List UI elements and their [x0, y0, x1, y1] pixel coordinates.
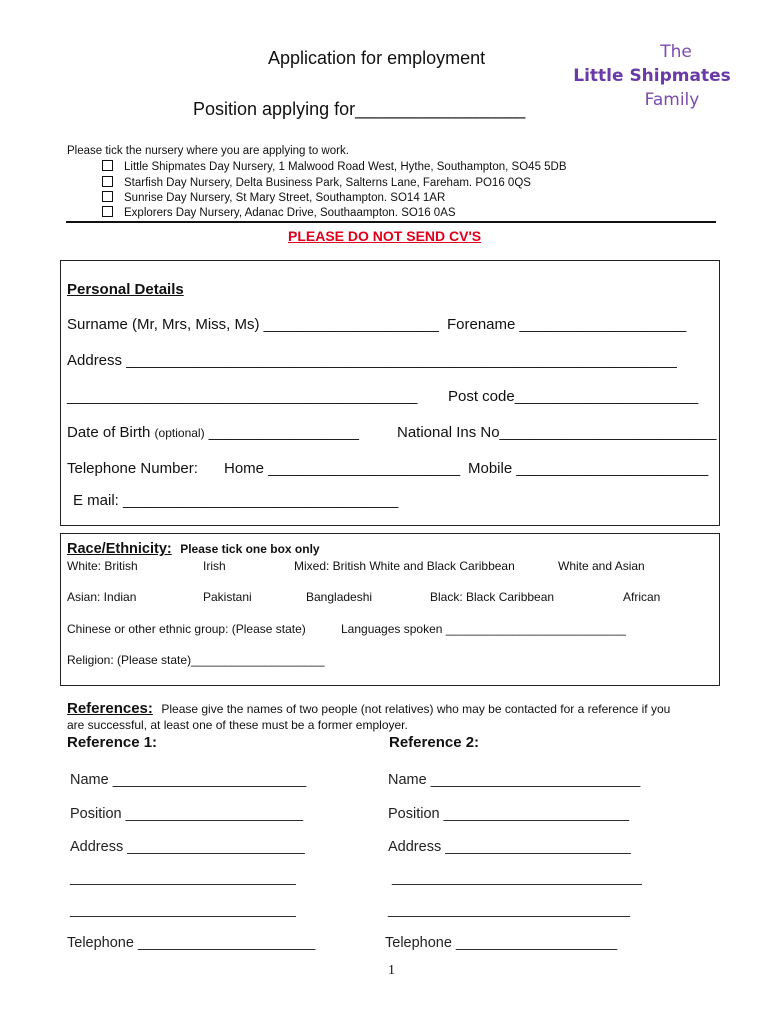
address-line-2[interactable]: __________________________________________ [67, 388, 418, 405]
ref1-name-field[interactable]: Name ________________________ [70, 772, 307, 788]
reference-1-title: Reference 1: [67, 734, 158, 751]
no-cv-notice: PLEASE DO NOT SEND CV'S [288, 228, 482, 244]
nursery-instruction: Please tick the nursery where you are applying to work. [67, 145, 349, 157]
ref1-address-line[interactable]: ____________________________ [70, 902, 296, 918]
reference-2-title: Reference 2: [389, 734, 480, 751]
race-option[interactable]: Bangladeshi [306, 590, 373, 604]
languages-field[interactable]: Languages spoken ___________________________ [341, 622, 626, 636]
references-intro: Please give the names of two people (not relatives) who may be contacted for a reference if you [161, 702, 671, 716]
nursery-option-3[interactable]: Sunrise Day Nursery, St Mary Street, Southampton. SO14 1AR [102, 191, 445, 204]
race-option[interactable]: Black: Black Caribbean [430, 590, 555, 604]
references-heading: References: [67, 700, 153, 717]
telephone-label: Telephone Number: [67, 460, 198, 477]
ref2-address-field[interactable]: Address _______________________ [388, 839, 631, 855]
checkbox[interactable] [102, 206, 113, 217]
postcode-field[interactable]: Post code______________________ [448, 388, 699, 405]
religion-field[interactable]: Religion: (Please state)____________________ [67, 653, 325, 667]
email-field[interactable]: E mail: _________________________________ [73, 492, 399, 509]
nursery-option-2[interactable]: Starfish Day Nursery, Delta Business Park, Salterns Lane, Fareham. PO16 0QS [102, 176, 531, 189]
ref2-name-field[interactable]: Name __________________________ [388, 772, 641, 788]
race-heading-row [67, 540, 320, 558]
forename-field[interactable]: Forename ____________________ [447, 316, 687, 333]
race-option[interactable]: White and Asian [558, 559, 645, 573]
ref2-position-field[interactable]: Position _______________________ [388, 806, 630, 822]
checkbox[interactable] [102, 160, 113, 171]
race-option[interactable]: Irish [203, 559, 226, 573]
race-instruction: Please tick one box only [180, 542, 320, 556]
ref1-position-field[interactable]: Position ______________________ [70, 806, 304, 822]
race-option[interactable]: Pakistani [203, 590, 252, 604]
mobile-field[interactable]: Mobile _______________________ [468, 460, 709, 477]
checkbox[interactable] [102, 191, 113, 202]
references-intro-row [67, 700, 670, 718]
ref2-address-line[interactable]: ______________________________ [388, 902, 630, 918]
ref1-address-line[interactable]: ____________________________ [70, 870, 296, 886]
personal-details-heading: Personal Details [67, 281, 184, 298]
company-logo: The Little Shipmates Family [573, 42, 731, 110]
ref2-telephone-field[interactable]: Telephone ____________________ [385, 935, 618, 951]
ref2-address-line[interactable]: _______________________________ [392, 870, 642, 886]
nursery-option-1[interactable]: Little Shipmates Day Nursery, 1 Malwood Road West, Hythe, Southampton, SO45 5DB [102, 160, 567, 173]
race-option[interactable]: African [623, 590, 661, 604]
national-insurance-field[interactable]: National Ins No__________________________ [397, 424, 717, 441]
race-option-other[interactable]: Chinese or other ethnic group: (Please state) [67, 622, 306, 636]
race-option[interactable]: Asian: Indian [67, 590, 137, 604]
ref1-address-field[interactable]: Address ______________________ [70, 839, 305, 855]
race-option[interactable]: Mixed: British White and Black Caribbean [294, 559, 515, 573]
race-option[interactable]: White: British [67, 559, 138, 573]
nursery-option-4[interactable]: Explorers Day Nursery, Adanac Drive, Southaampton. SO16 0AS [102, 206, 456, 219]
form-title: Application for employment [268, 48, 486, 68]
dob-field[interactable]: Date of Birth (optional) __________________ [67, 424, 359, 441]
race-heading: Race/Ethnicity: [67, 541, 172, 557]
checkbox[interactable] [102, 176, 113, 187]
ref1-telephone-field[interactable]: Telephone ______________________ [67, 935, 316, 951]
surname-field[interactable]: Surname (Mr, Mrs, Miss, Ms) _____________________ [67, 316, 439, 333]
home-phone-field[interactable]: Home _______________________ [224, 460, 461, 477]
page-number: 1 [388, 963, 395, 978]
address-field[interactable]: Address __________________________________________________________________ [67, 352, 677, 369]
references-intro-continued: are successful, at least one of these must be a former employer. [67, 718, 408, 732]
position-applying-field[interactable]: Position applying for_________________ [193, 99, 526, 119]
divider [66, 221, 716, 223]
